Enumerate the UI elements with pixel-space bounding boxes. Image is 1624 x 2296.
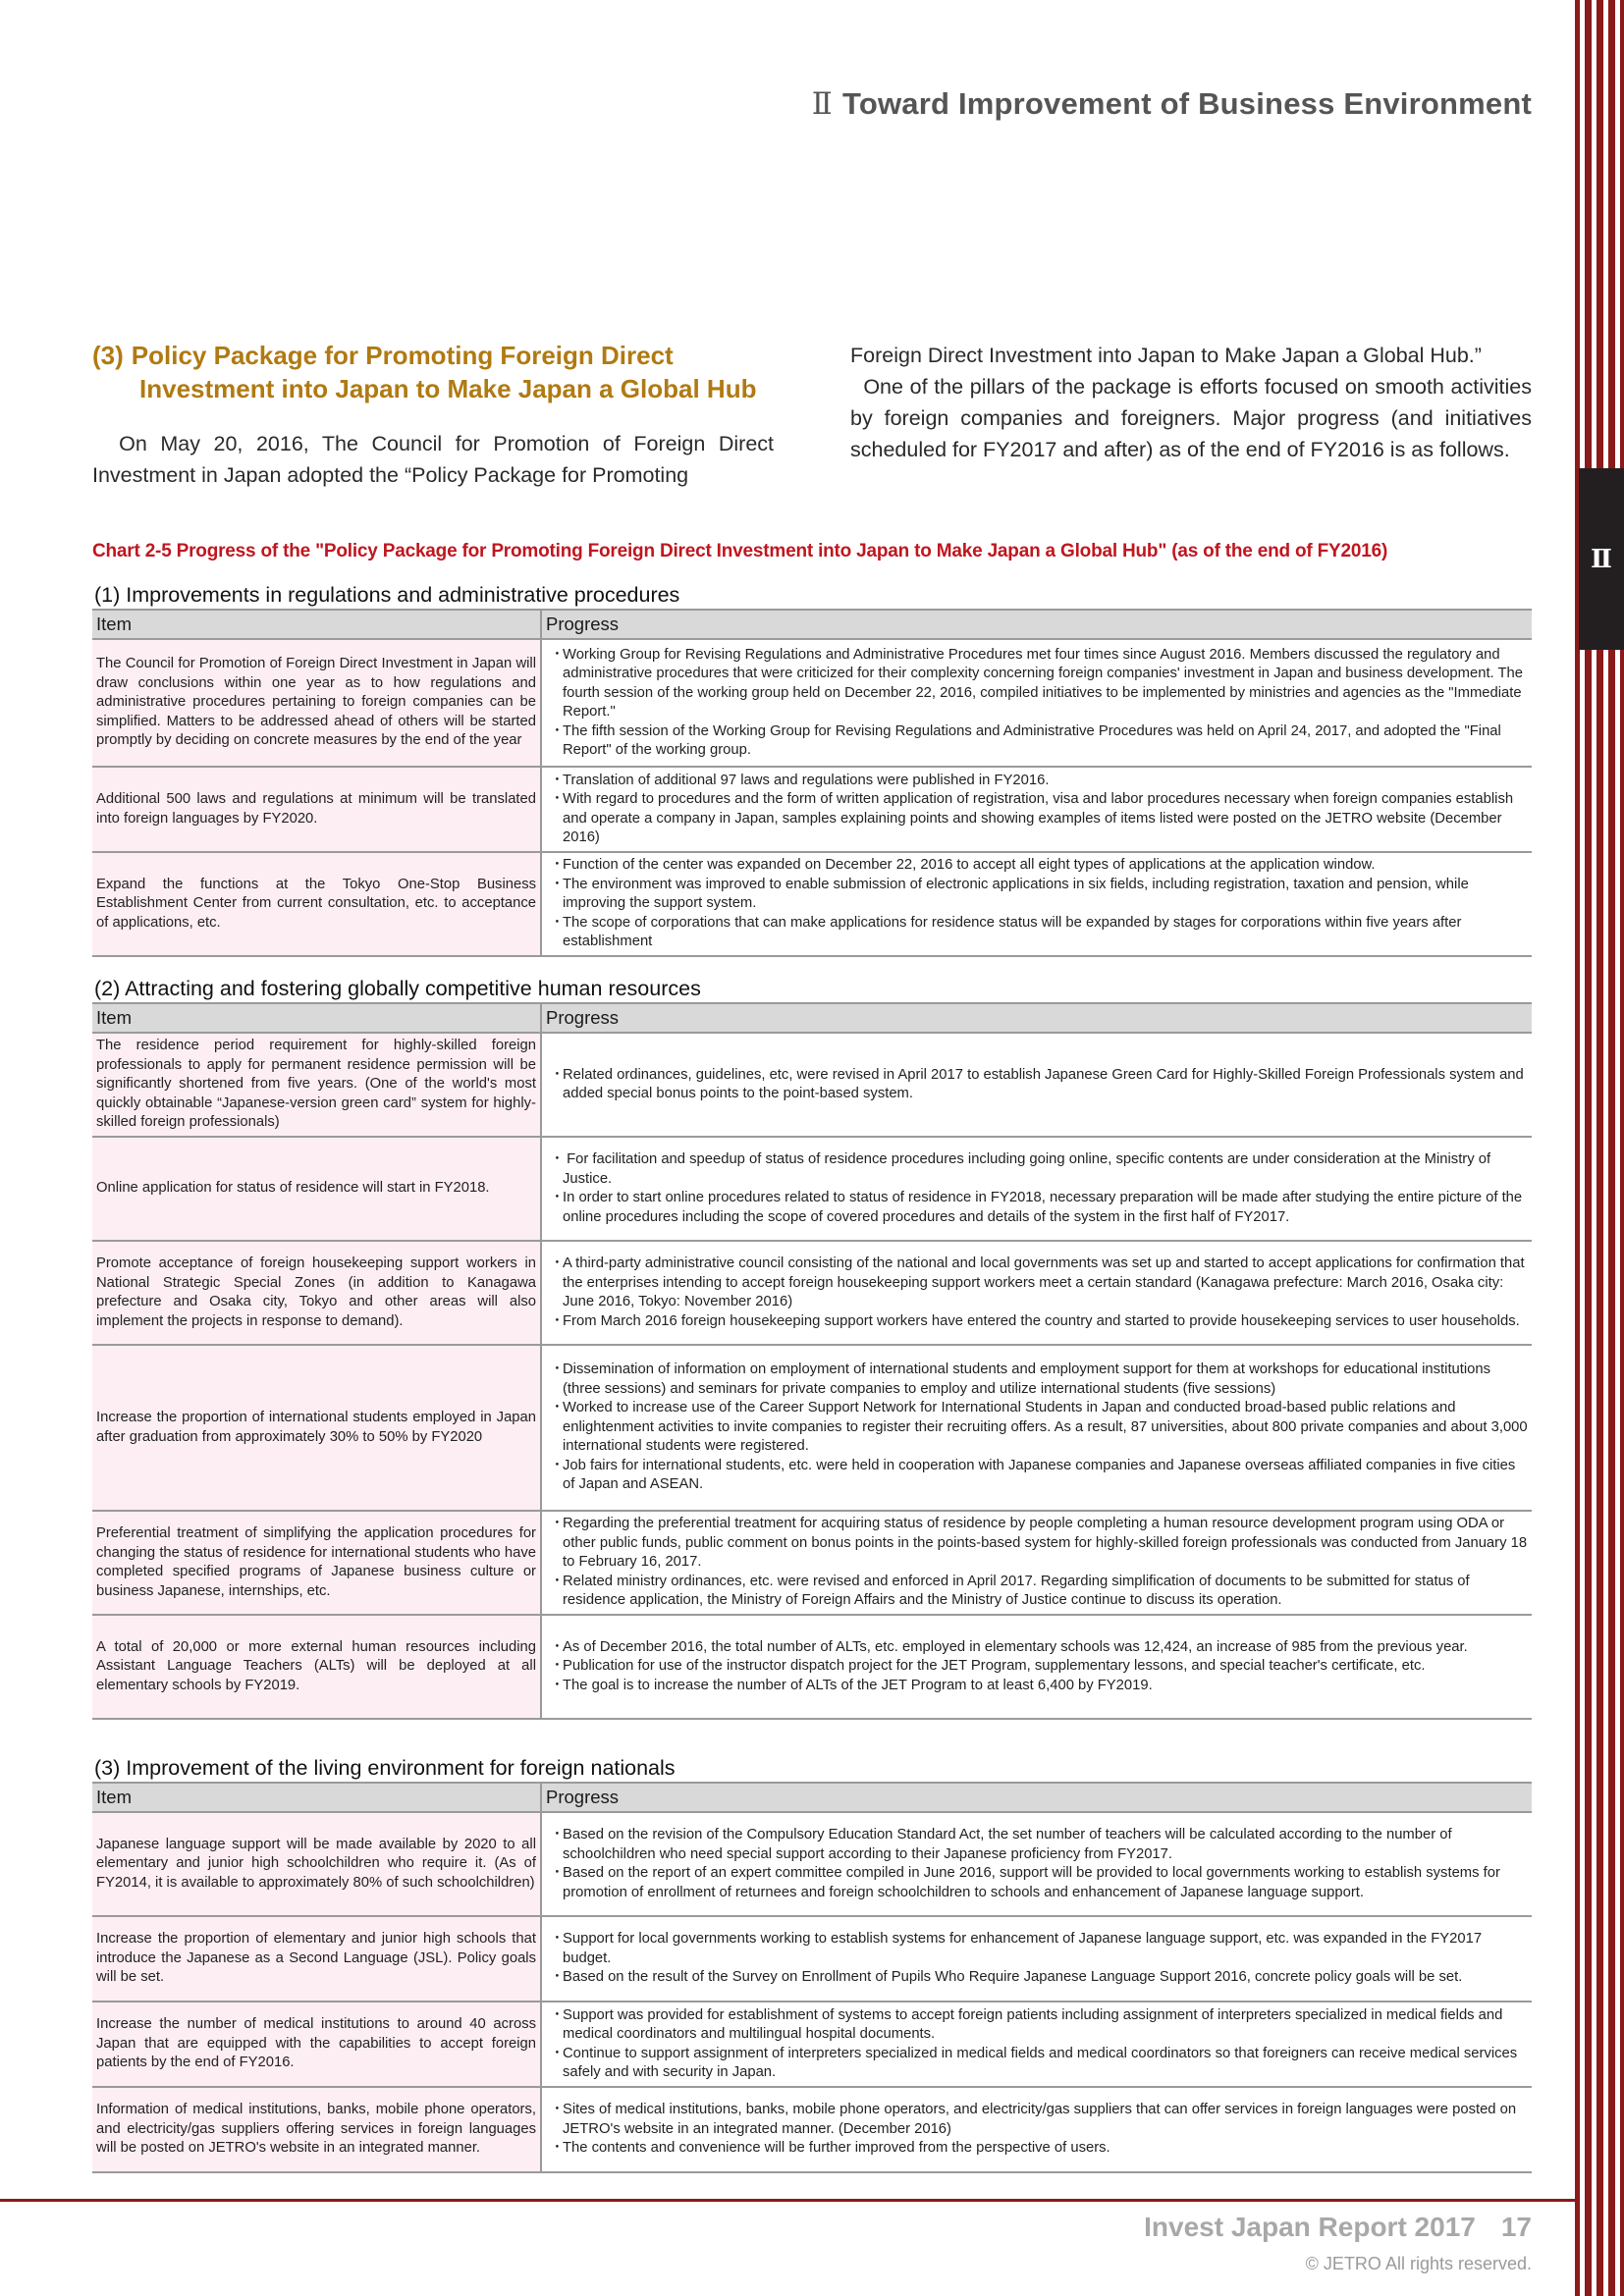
progress-cell [541,852,1532,956]
item-cell: Increase the number of medical institutions to around 40 across Japan that are equipped with the capabilities to accept foreign patients by the end of FY2016. [92,2002,541,2087]
item-cell: Online application for status of residence will start in FY2018. [92,1137,541,1241]
item-cell: The residence period requirement for highly-skilled foreign professionals to apply for permanent residence permission will be significantly shortened from five years. (One of the world's most quickly obtainable “Japanese-version green card” system for highly-skilled foreign professionals) [92,1033,541,1137]
progress-bullet: ・ Related ministry ordinances, etc. were revised and enforced in April 2017. Regarding simplification of documents to be submitted for status of residence application, the Ministry of Foreign Affairs and the Ministry of Justice continue to discuss its operation. [546,1573,1528,1611]
progress-bullet: ・ As of December 2016, the total number of ALTs, etc. employed in elementary schools was 12,424, an increase of 985 from the previous year. [546,1638,1528,1658]
section-title-line2: Investment into Japan to Make Japan a Global Hub [139,374,757,403]
item-cell: Preferential treatment of simplifying the application procedures for changing the status of residence for international students who have completed specified programs of Japanese business culture or business Japanese, internships, etc. [92,1511,541,1615]
item-cell: Information of medical institutions, banks, mobile phone operators, and electricity/gas suppliers offering services in foreign languages will be posted on JETRO's website in an integrated manner. [92,2087,541,2172]
progress-bullet: ・ Function of the center was expanded on December 22, 2016 to accept all eight types of applications at the application window. [546,856,1528,876]
page-header [812,86,1532,122]
intro-paragraph-right: Foreign Direct Investment into Japan to Make Japan a Global Hub.” One of the pillars of the package is efforts focused on smooth activities by foreign companies and foreigners. Major progress (and initiatives scheduled for FY2017 and after) as of the end of FY2016 is as follows. [850,344,1532,461]
progress-bullet: ・ The scope of corporations that can make applications for residence status will be expanded by stages for corporations within five years after establishment [546,914,1528,952]
intro-paragraph-left: On May 20, 2016, The Council for Promotion of Foreign Direct Investment in Japan adopted the “Policy Package for Promoting [92,432,774,487]
table-row [92,767,1532,852]
chapter-numeral: Ⅱ [811,86,833,122]
table-row [92,2087,1532,2172]
table-row [92,1916,1532,2002]
progress-bullet: ・ Support for local governments working to establish systems for enhancement of Japanese language support, etc. was expanded in the FY2017 budget. [546,1930,1528,1968]
table-regulations [92,581,1532,957]
copyright: © JETRO All rights reserved. [1305,2254,1532,2273]
item-cell: Additional 500 laws and regulations at minimum will be translated into foreign languages by FY2020. [92,767,541,852]
progress-bullet: ・ The environment was improved to enable submission of electronic applications in six fields, including registration, taxation and pension, while improving the support system. [546,876,1528,914]
progress-bullet: ・ Continue to support assignment of interpreters specialized in medical fields and medical coordinators so that foreigners can receive medical services safely and with security in Japan. [546,2045,1528,2083]
progress-cell [541,2087,1532,2172]
progress-bullet: ・ Regarding the preferential treatment for acquiring status of residence by people completing a human resource development program using ODA or other public funds, public comment on bonus points in the points-based system for highly-skilled foreign professionals was conducted from January 18 to February 16, 2017. [546,1515,1528,1573]
progress-cell [541,1615,1532,1719]
section-heading [92,339,780,405]
progress-cell [541,1812,1532,1916]
progress-bullet: ・ Related ordinances, guidelines, etc, were revised in April 2017 to establish Japanese Green Card for Highly-Skilled Foreign Professionals system and added special bonus points to the point-based system. [546,1066,1528,1104]
progress-cell [541,1916,1532,2002]
table-title: (2) Attracting and fostering globally competitive human resources [94,977,701,1000]
column-header-item: Item [92,1003,541,1033]
footer-report [1144,2212,1532,2243]
column-header-progress: Progress [541,1783,1532,1812]
table-title: (1) Improvements in regulations and administrative procedures [94,583,680,607]
report-title: Invest Japan Report 2017 [1144,2212,1476,2242]
table-living-environment [92,1754,1532,2173]
chapter-title: Toward Improvement of Business Environment [842,86,1532,121]
page-number: 17 [1500,2212,1532,2242]
table-title: (3) Improvement of the living environment for foreign nationals [94,1756,676,1780]
progress-bullet: ・ Publication for use of the instructor dispatch project for the JET Program, supplementary lessons, and special teacher's certificate, etc. [546,1657,1528,1677]
item-cell: A total of 20,000 or more external human resources including Assistant Language Teachers (ALTs) will be deployed at all elementary schools by FY2019. [92,1615,541,1719]
table-row [92,852,1532,956]
progress-cell [541,2002,1532,2087]
column-header-progress: Progress [541,610,1532,639]
table-row [92,1241,1532,1345]
chart-caption: Chart 2-5 Progress of the "Policy Package for Promoting Foreign Direct Investment into Japan to Make Japan a Global Hub" (as of the end of FY2016) [92,541,1388,561]
progress-bullet: ・ Dissemination of information on employment of international students and employment support for them at workshops for educational institutions (three sessions) and seminars for private companies to employ and utilize international students (five sessions) [546,1361,1528,1399]
progress-table [92,609,1532,957]
progress-bullet: ・ In order to start online procedures related to status of residence in FY2018, necessary preparation will be made after studying the entire picture of the online procedures including the scope of covered procedures and details of the system in the first half of FY2017. [546,1189,1528,1227]
table-row [92,1615,1532,1719]
progress-cell [541,639,1532,767]
table-row [92,1033,1532,1137]
table-row [92,1137,1532,1241]
progress-bullet: ・ Based on the revision of the Compulsory Education Standard Act, the set number of teachers will be calculated according to the number of schoolchildren who need special support according to their Japanese proficiency from FY2017. [546,1826,1528,1864]
progress-cell [541,1033,1532,1137]
progress-bullet: ・ Based on the report of an expert committee compiled in June 2016, support will be provided to local governments working to establish systems for promotion of enrollment of returnees and foreign schoolchildren to schools and enhancement of Japanese language support. [546,1864,1528,1902]
progress-table [92,1002,1532,1720]
item-cell: Japanese language support will be made available by 2020 to all elementary and junior high schoolchildren who require it. (As of FY2014, it is available to approximately 80% of such schoolchildren) [92,1812,541,1916]
table-row [92,1511,1532,1615]
progress-cell [541,767,1532,852]
progress-bullet: ・ Worked to increase use of the Career Support Network for International Students in Japan and conducted broad-based public relations and enlightenment activities to invite companies to register their recruiting offers. As a result, 87 universities, about 800 private companies and about 3,000 international students were registered. [546,1399,1528,1457]
table-human-resources [92,975,1532,1720]
progress-bullet: ・ From March 2016 foreign housekeeping support workers have entered the country and started to provide housekeeping services to user households. [546,1312,1528,1332]
column-header-item: Item [92,1783,541,1812]
progress-cell [541,1241,1532,1345]
progress-cell [541,1137,1532,1241]
progress-cell [541,1345,1532,1511]
progress-bullet: ・ The goal is to increase the number of ALTs of the JET Program to at least 6,400 by FY2019. [546,1677,1528,1696]
progress-bullet: ・ Based on the result of the Survey on Enrollment of Pupils Who Require Japanese Language Support 2016, concrete policy goals will be set. [546,1968,1528,1988]
item-cell: Expand the functions at the Tokyo One-Stop Business Establishment Center from current consultation, etc. to acceptance of applications, etc. [92,852,541,956]
progress-bullet: ・ A third-party administrative council consisting of the national and local governments was set up and started to accept applications for confirmation that the enterprises intending to accept foreign housekeeping support workers meet a certain standard (Kanagawa prefecture: March 2016, Osaka city: June 2016, Tokyo: November 2016) [546,1255,1528,1312]
progress-bullet: ・ The fifth session of the Working Group for Revising Regulations and Administrative Procedures was held on April 24, 2017, and adopted the "Final Report" of the working group. [546,722,1528,761]
item-cell: Increase the proportion of elementary and junior high schools that introduce the Japanese as a Second Language (JSL). Policy goals will be set. [92,1916,541,2002]
progress-bullet: ・ Sites of medical institutions, banks, mobile phone operators, and electricity/gas suppliers that can offer services in foreign languages were posted on JETRO's website in an integrated manner. (December 2016) [546,2101,1528,2139]
chapter-tab: Ⅱ [1579,468,1624,650]
table-row [92,2002,1532,2087]
progress-bullet: ・ Working Group for Revising Regulations and Administrative Procedures met four times since August 2016. Members discussed the regulatory and administrative procedures that were criticized for their complexity concerning foreign companies' investment in Japan and business development. The fourth session of the working group held on December 22, 2016, compiled initiatives to be implemented by ministries and agencies as the "Immediate Report." [546,646,1528,722]
progress-bullet: ・ Support was provided for establishment of systems to accept foreign patients including assignment of interpreters specialized in medical fields and medical coordinators and multilingual hospital documents. [546,2006,1528,2045]
progress-bullet: ・ The contents and convenience will be further improved from the perspective of users. [546,2139,1528,2159]
column-header-progress: Progress [541,1003,1532,1033]
progress-bullet: ・ For facilitation and speedup of status of residence procedures including going online, specific contents are under consideration at the Ministry of Justice. [546,1150,1528,1189]
section-number: (3) [92,341,124,370]
footer-rule [0,2199,1579,2202]
progress-cell [541,1511,1532,1615]
table-row [92,1812,1532,1916]
table-row [92,1345,1532,1511]
item-cell: Increase the proportion of international students employed in Japan after graduation from approximately 30% to 50% by FY2020 [92,1345,541,1511]
progress-bullet: ・ Job fairs for international students, etc. were held in cooperation with Japanese companies and Japanese overseas affiliated companies in five cities of Japan and ASEAN. [546,1457,1528,1495]
section-title-line1: Policy Package for Promoting Foreign Direct [131,341,674,370]
side-stripes [1575,0,1624,2296]
item-cell: The Council for Promotion of Foreign Direct Investment in Japan will draw conclusions within one year as to how regulations and administrative procedures pertaining to foreign companies can be simplified. Matters to be addressed ahead of others will be started promptly by deciding on concrete measures by the end of the year [92,639,541,767]
progress-bullet: ・ Translation of additional 97 laws and regulations were published in FY2016. [546,772,1528,791]
column-header-item: Item [92,610,541,639]
item-cell: Promote acceptance of foreign housekeeping support workers in National Strategic Special Zones (in addition to Kanagawa prefecture and Osaka city, Tokyo and other areas will also implement the projects in response to demand). [92,1241,541,1345]
table-row [92,639,1532,767]
progress-bullet: ・ With regard to procedures and the form of written application of registration, visa and labor procedures necessary when foreign companies establish and operate a company in Japan, samples explaining points and showing examples of items listed were posted on the JETRO website (December 2016) [546,790,1528,848]
progress-table [92,1782,1532,2173]
